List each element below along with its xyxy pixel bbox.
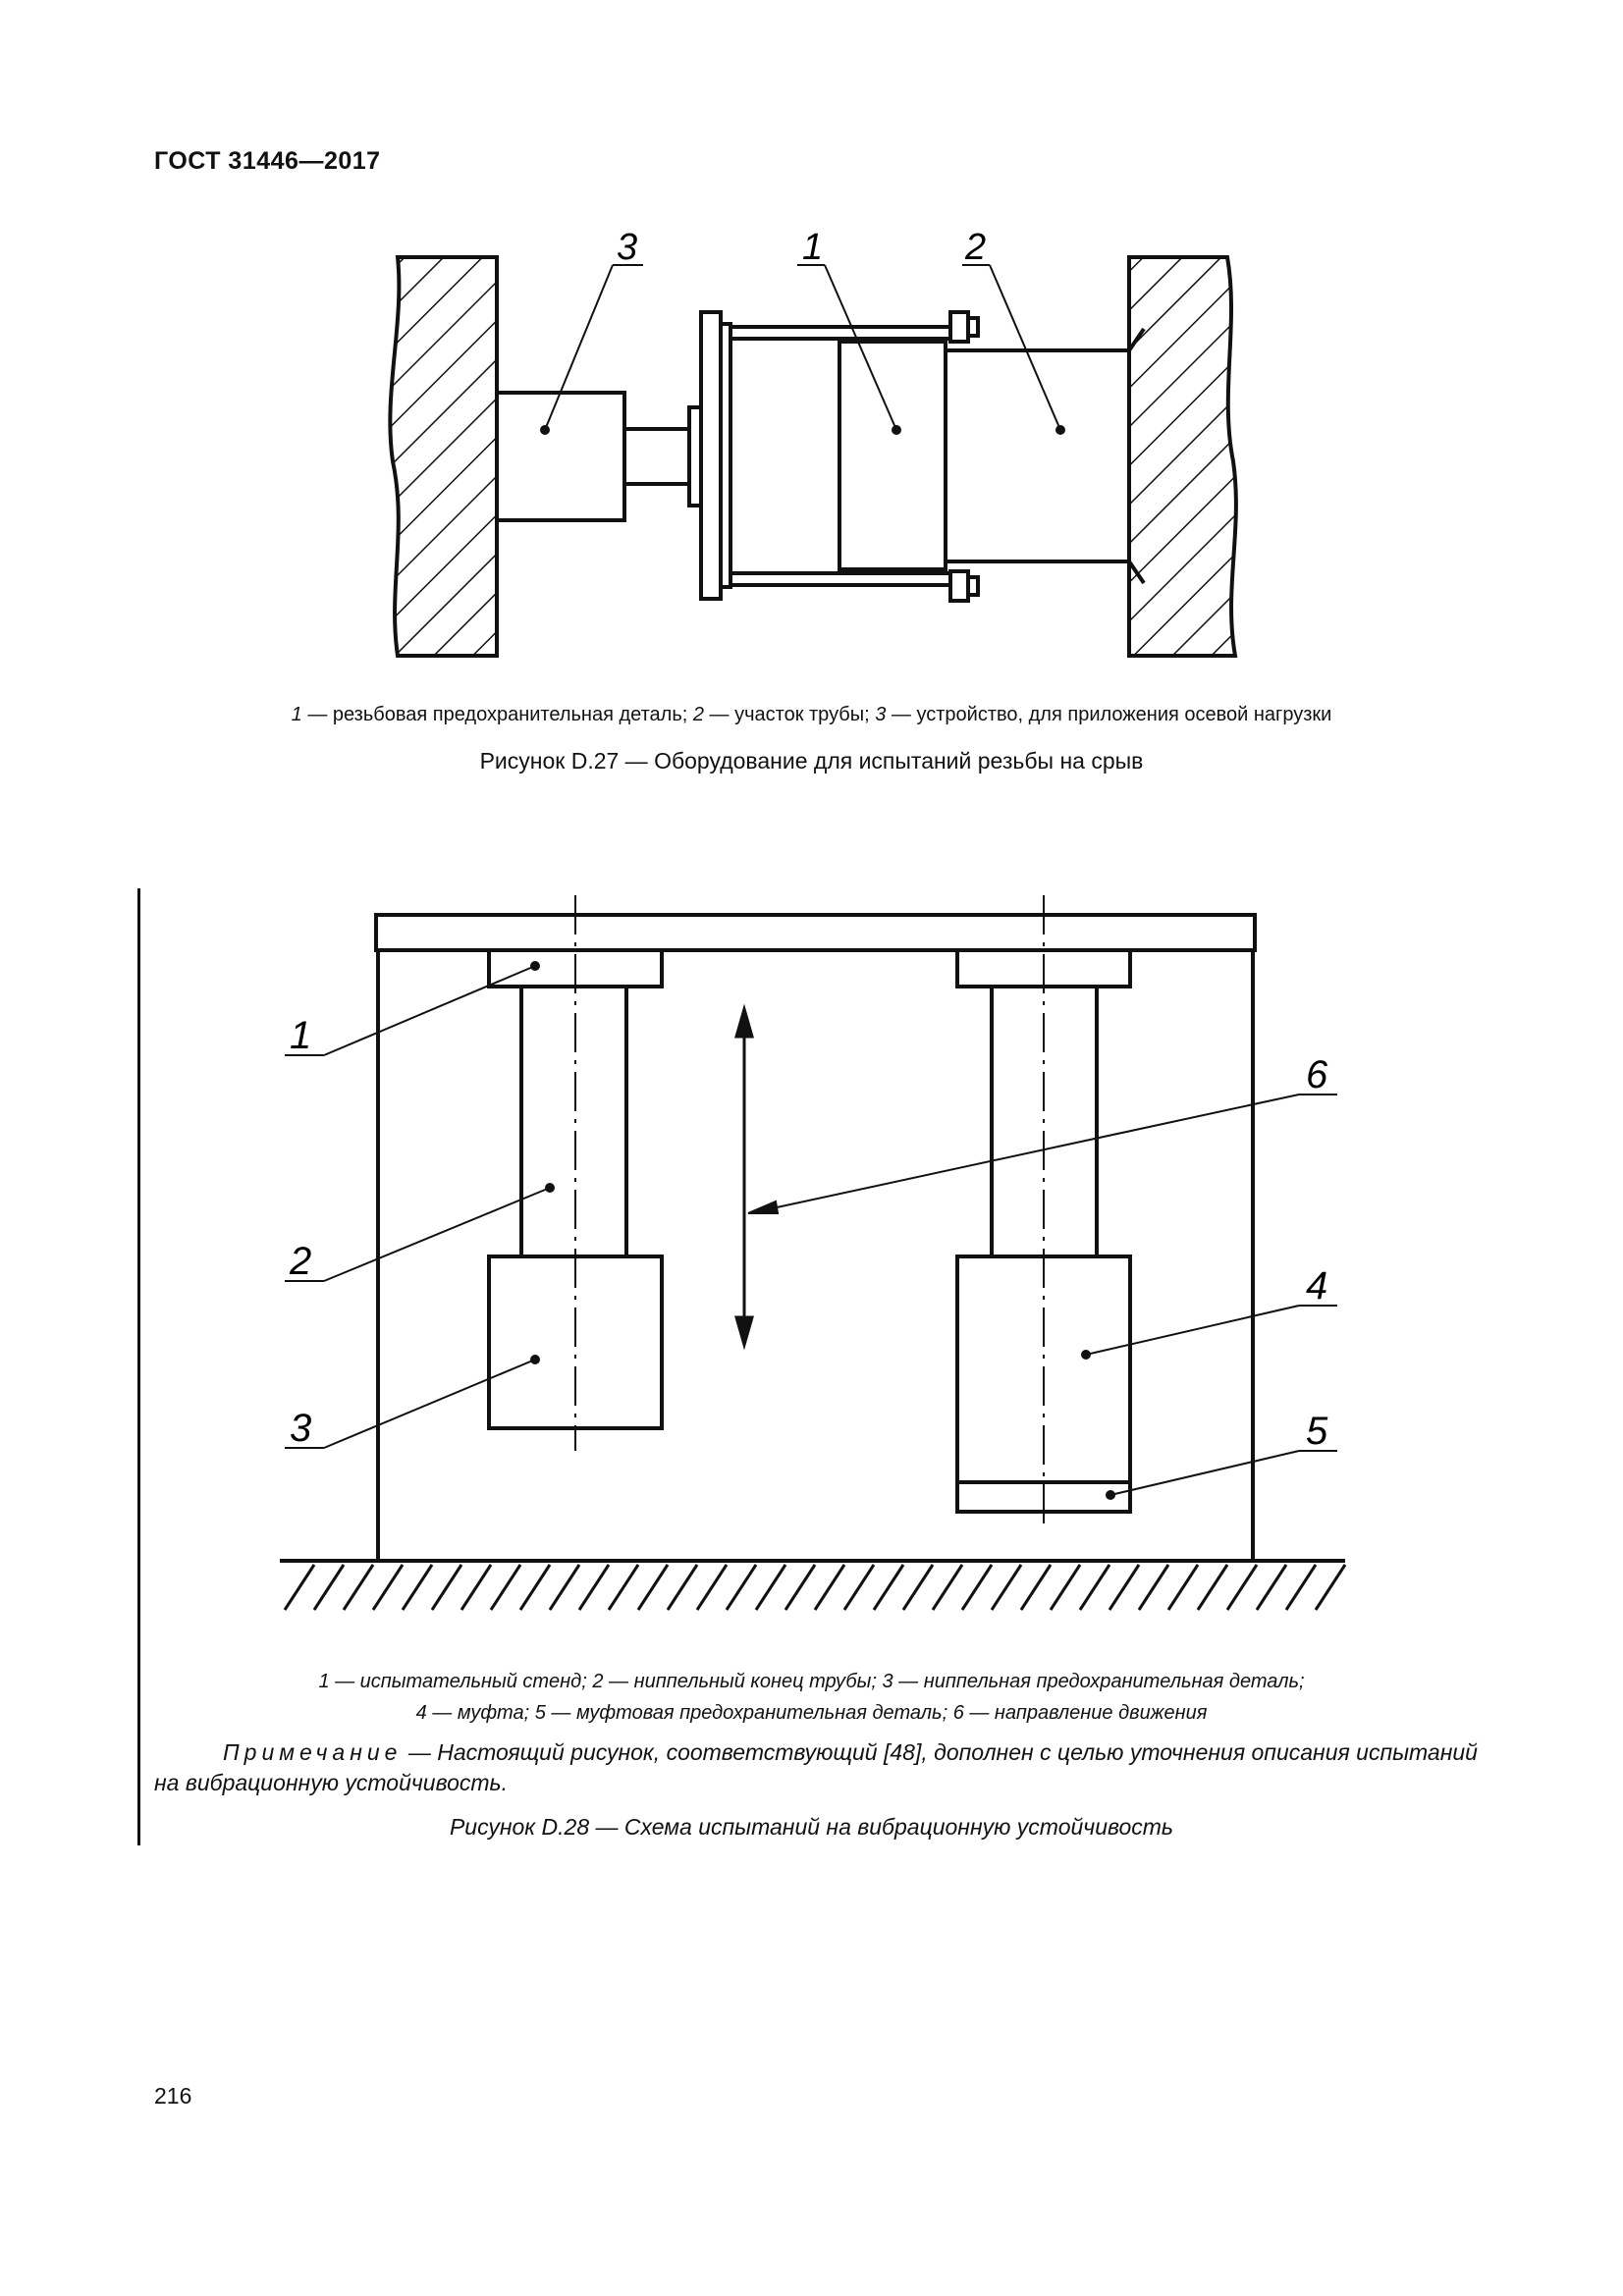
motion-direction-arrow <box>736 1009 752 1345</box>
figure-d28-legend <box>0 1666 1623 1729</box>
figure-d28-caption: Рисунок D.28 — Схема испытаний на вибрационную устойчивость <box>449 1814 1174 1840</box>
document-header: ГОСТ 31446—2017 <box>154 147 381 175</box>
fig28-callout-2: 2 <box>290 1240 312 1283</box>
fig28-callout-5: 5 <box>1306 1410 1328 1453</box>
left-wall <box>390 257 497 656</box>
fig27-callout-2: 2 <box>965 227 987 268</box>
right-wall <box>1129 257 1236 656</box>
legend-line-2: 4 — муфта; 5 — муфтовая предохранительная деталь; 6 — направление движения <box>415 1702 1208 1724</box>
figure-d28-diagram <box>0 864 1623 1649</box>
load-device <box>497 393 624 520</box>
fig28-callout-4: 4 <box>1306 1264 1328 1308</box>
figure-d27-diagram <box>0 0 1623 687</box>
thread-protector <box>839 342 946 569</box>
note-label: Примечание <box>223 1739 403 1765</box>
ground-hatch <box>285 1565 1345 1610</box>
fig28-callout-6: 6 <box>1306 1053 1328 1096</box>
figure-d27-caption: Рисунок D.27 — Оборудование для испытаний резьбы на срыв <box>479 748 1144 774</box>
figure-d27-legend: 1 — резьбовая предохранительная деталь; 2 — участок трубы; 3 — устройство, для приложения осевой нагрузки <box>291 704 1332 725</box>
fig28-callout-1: 1 <box>290 1014 312 1057</box>
nipple-pipe-end <box>521 987 626 1256</box>
fig28-callout-3: 3 <box>290 1407 312 1450</box>
page-number: 216 <box>154 2083 192 2109</box>
fig27-callout-1: 1 <box>802 227 824 268</box>
fig27-callout-3: 3 <box>617 227 638 268</box>
note-text: — Настоящий рисунок, соответствующий [48], дополнен с целью уточнения описания испытаний на вибрационную устойчивость. <box>154 1739 1478 1795</box>
figure-d28-note <box>154 1737 1480 1798</box>
legend-line-1: 1 — испытательный стенд; 2 — ниппельный конец трубы; 3 — ниппельная предохранительная деталь; <box>318 1671 1305 1692</box>
pipe-section <box>943 350 1129 561</box>
